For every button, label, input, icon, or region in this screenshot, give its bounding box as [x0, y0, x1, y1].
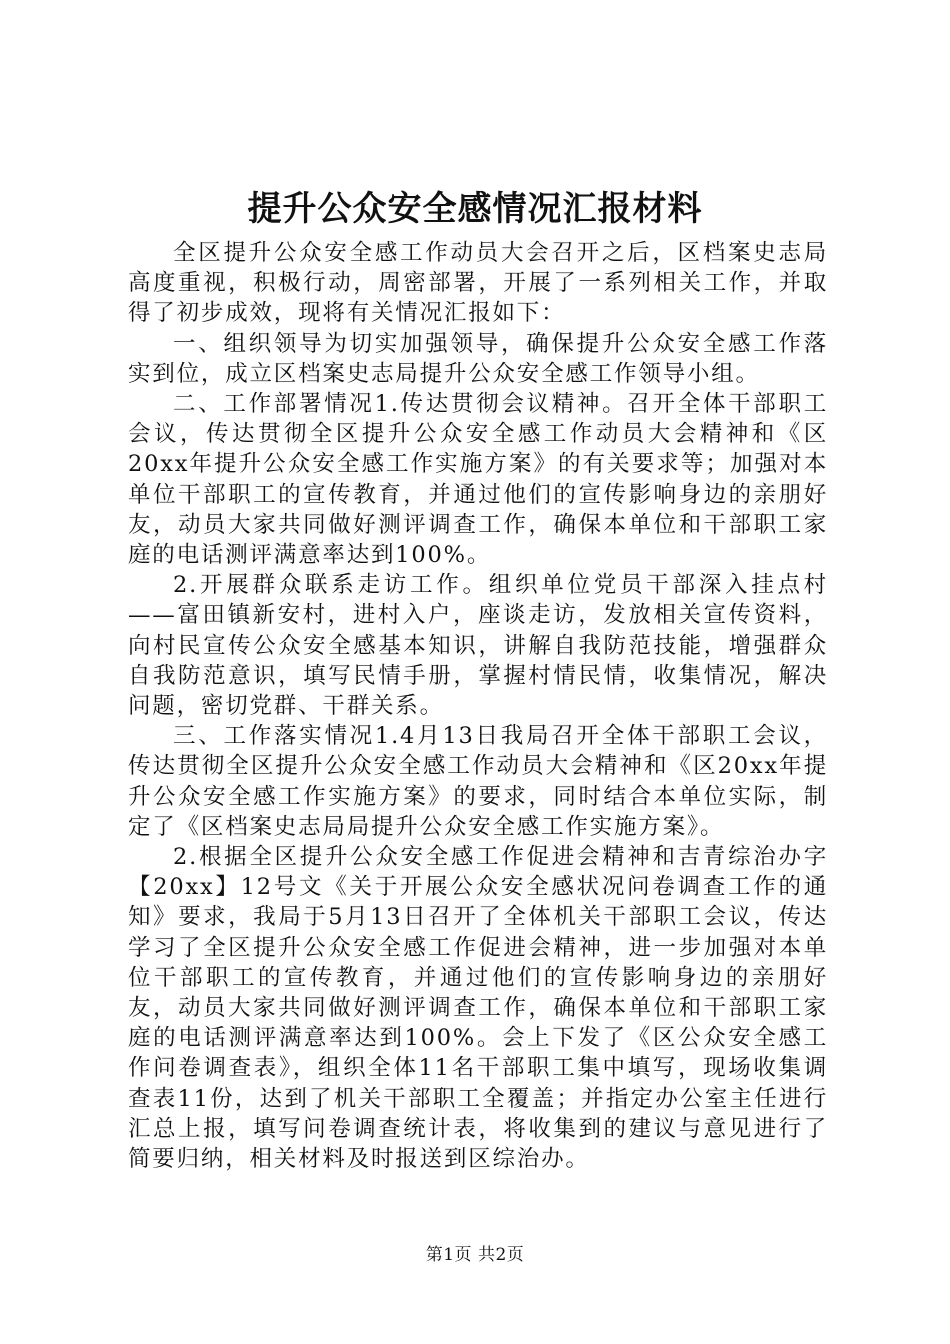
document-title: 提升公众安全感情况汇报材料 [247, 189, 703, 229]
paragraph-visits: 2.开展群众联系走访工作。组织单位党员干部深入挂点村——富田镇新安村，进村入户，座谈走访，发放相关宣传资料，向村民宣传公众安全感基本知识，讲解自我防范技能，增强群众自我防范意识，填写民情手册，掌握村情民情，收集情况，解决问题，密切党群、干群关系。 [128, 572, 828, 720]
paragraph-survey: 2.根据全区提升公众安全感工作促进会精神和吉青综治办字【20xx】12号文《关于开展公众安全感状况问卷调查工作的通知》要求，我局于5月13日召开了全体机关干部职工会议，传达学习了全区提升公众安全感工作促进会精神，进一步加强对本单位干部职工的宣传教育，并通过他们的宣传影响身边的亲朋好友，动员大家共同做好测评调查工作，确保本单位和干部职工家庭的电话测评满意率达到100%。会上下发了《区公众安全感工作问卷调查表》，组织全体11名干部职工集中填写，现场收集调查表11份，达到了机关干部职工全覆盖；并指定办公室主任进行汇总上报，填写问卷调查统计表，将收集到的建议与意见进行了简要归纳，相关材料及时报送到区综治办。 [128, 844, 828, 1173]
paragraph-intro: 全区提升公众安全感工作动员大会召开之后，区档案史志局高度重视，积极行动，周密部署，开展了一系列相关工作，并取得了初步成效，现将有关情况汇报如下： [128, 240, 828, 327]
paragraph-organization: 一、组织领导为切实加强领导，确保提升公众安全感工作落实到位，成立区档案史志局提升公众安全感工作领导小组。 [128, 330, 828, 387]
paragraph-implementation: 三、工作落实情况1.4月13日我局召开全体干部职工会议，传达贯彻全区提升公众安全感工作动员大会精神和《区20xx年提升公众安全感工作实施方案》的要求，同时结合本单位实际，制定了《区档案史志局局提升公众安全感工作实施方案》。 [128, 723, 828, 840]
page-number: 第1页 共2页 [425, 1245, 525, 1265]
document-body [128, 238, 828, 1174]
paragraph-deployment: 二、工作部署情况1.传达贯彻会议精神。召开全体干部职工会议，传达贯彻全区提升公众安全感工作动员大会精神和《区20xx年提升公众安全感工作实施方案》的有关要求等；加强对本单位干部职工的宣传教育，并通过他们的宣传影响身边的亲朋好友，动员大家共同做好测评调查工作，确保本单位和干部职工家庭的电话测评满意率达到100%。 [128, 391, 828, 569]
